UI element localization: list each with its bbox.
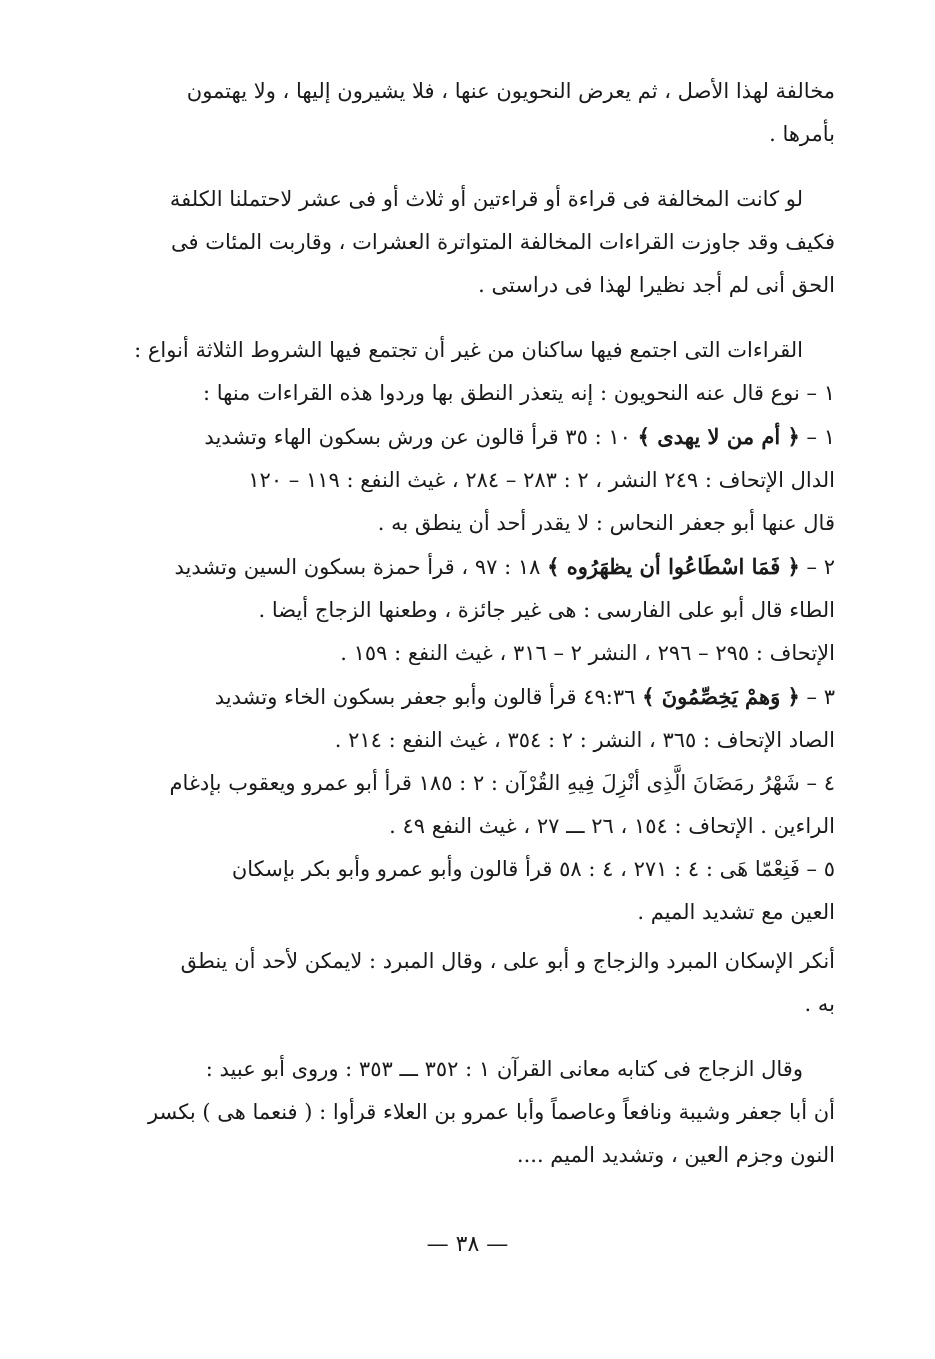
item-text: ١٨ : ٩٧ ، قرأ حمزة بسكون السين وتشديد (174, 555, 541, 579)
item-number: ٢ – (806, 555, 835, 579)
item-text: ٤٩:٣٦ قرأ قالون وأبو جعفر بسكون الخاء وتشديد (214, 685, 636, 709)
text-line: وقال الزجاج فى كتابه معانى القرآن ١ : ٣٥٢ ـــ ٣٥٣ : وروى أبو عبيد : (205, 1057, 803, 1081)
text-line: فكيف وقد جاوزت القراءات المخالفة المتواترة العشرات ، وقاربت المئات فى (171, 230, 835, 254)
text-line: ١ – نوع قال عنه النحويون : إنه يتعذر النطق بها وردوا هذه القراءات منها : (203, 381, 835, 405)
text-line: مخالفة لهذا الأصل ، ثم يعرض النحويون عنها ، فلا يشيرون إليها ، ولا يهتمون (186, 79, 835, 103)
quran-verse: ﴿ فَمَا اسْطَاعُوا أن يظهَرُوه ﴾ (547, 554, 800, 579)
text-line: النون وجزم العين ، وتشديد الميم .... (516, 1143, 835, 1167)
paragraph-5 (110, 1048, 835, 1177)
quran-verse: ﴿ أم من لا يهدى ﴾ (637, 424, 800, 449)
text-line: الحق أنى لم أجد نظيرا لهذا فى دراستى . (478, 273, 835, 297)
reading-item-1 (110, 415, 835, 545)
text-line (110, 545, 835, 589)
paragraph-1 (110, 70, 835, 156)
text-line: ٤ – شَهْرُ رمَضَانَ الَّذِى أنْزِلَ فِيهِ القُرْآن : ٢ : ١٨٥ قرأ أبو عمرو ويعقوب بإدغام (169, 771, 835, 795)
item-text: ١٠ : ٣٥ قرأ قالون عن ورش بسكون الهاء وتشديد (204, 425, 631, 449)
reading-item-2 (110, 545, 835, 675)
text-line: الدال الإتحاف : ٢٤٩ النشر ، ٢ : ٢٨٣ – ٢٨٤ ، غيث النفع : ١١٩ – ١٢٠ (248, 468, 835, 492)
reading-item-3 (110, 675, 835, 762)
text-line: بأمرها . (769, 122, 835, 146)
text-line (110, 675, 835, 719)
text-line: الراءين . الإتحاف : ١٥٤ ، ٢٦ ـــ ٢٧ ، غيث النفع ٤٩ . (389, 814, 835, 838)
text-line: أن أبا جعفر وشيبة ونافعاً وعاصماً وأبا عمرو بن العلاء قرأوا : ( فنعما هى ) بكسر (147, 1100, 835, 1124)
text-line: العين مع تشديد الميم . (637, 900, 835, 924)
text-line: قال عنها أبو جعفر النحاس : لا يقدر أحد أن ينطق به . (377, 511, 835, 535)
text-line: أنكر الإسكان المبرد والزجاج و أبو على ، وقال المبرد : لايمكن لأحد أن ينطق (180, 949, 835, 973)
paragraph-2 (110, 178, 835, 307)
text-line: به . (804, 992, 835, 1016)
text-line: ٥ – فَنِعْمّا هَى : ٤ : ٢٧١ ، ٤ : ٥٨ قرأ قالون وأبو عمرو وأبو بكر بإسكان (231, 857, 835, 881)
paragraph-3 (110, 329, 835, 415)
text-line: الطاء قال أبو على الفارسى : هى غير جائزة ، وطعنها الزجاج أيضا . (258, 598, 835, 622)
text-line: القراءات التى اجتمع فيها ساكنان من غير أن تجتمع فيها الشروط الثلاثة أنواع : (134, 338, 803, 362)
page-number: — ٣٨ — (426, 1232, 509, 1257)
item-number: ١ – (806, 425, 835, 449)
text-line (110, 415, 835, 459)
text-line: الإتحاف : ٢٩٥ – ٢٩٦ ، النشر ٢ – ٣١٦ ، غيث النفع : ١٥٩ . (340, 641, 835, 665)
paragraph-4 (110, 940, 835, 1026)
item-number: ٣ – (806, 685, 835, 709)
reading-item-5 (110, 848, 835, 934)
page-body (110, 70, 835, 1177)
text-line: لو كانت المخالفة فى قراءة أو قراءتين أو ثلاث أو فى عشر لاحتملنا الكلفة (169, 187, 803, 211)
reading-item-4 (110, 762, 835, 848)
text-line: الصاد الإتحاف : ٣٦٥ ، النشر : ٢ : ٣٥٤ ، غيث النفع : ٢١٤ . (334, 728, 835, 752)
quran-verse: ﴿ وَهمْ يَخِصِّمُونَ ﴾ (642, 684, 800, 709)
